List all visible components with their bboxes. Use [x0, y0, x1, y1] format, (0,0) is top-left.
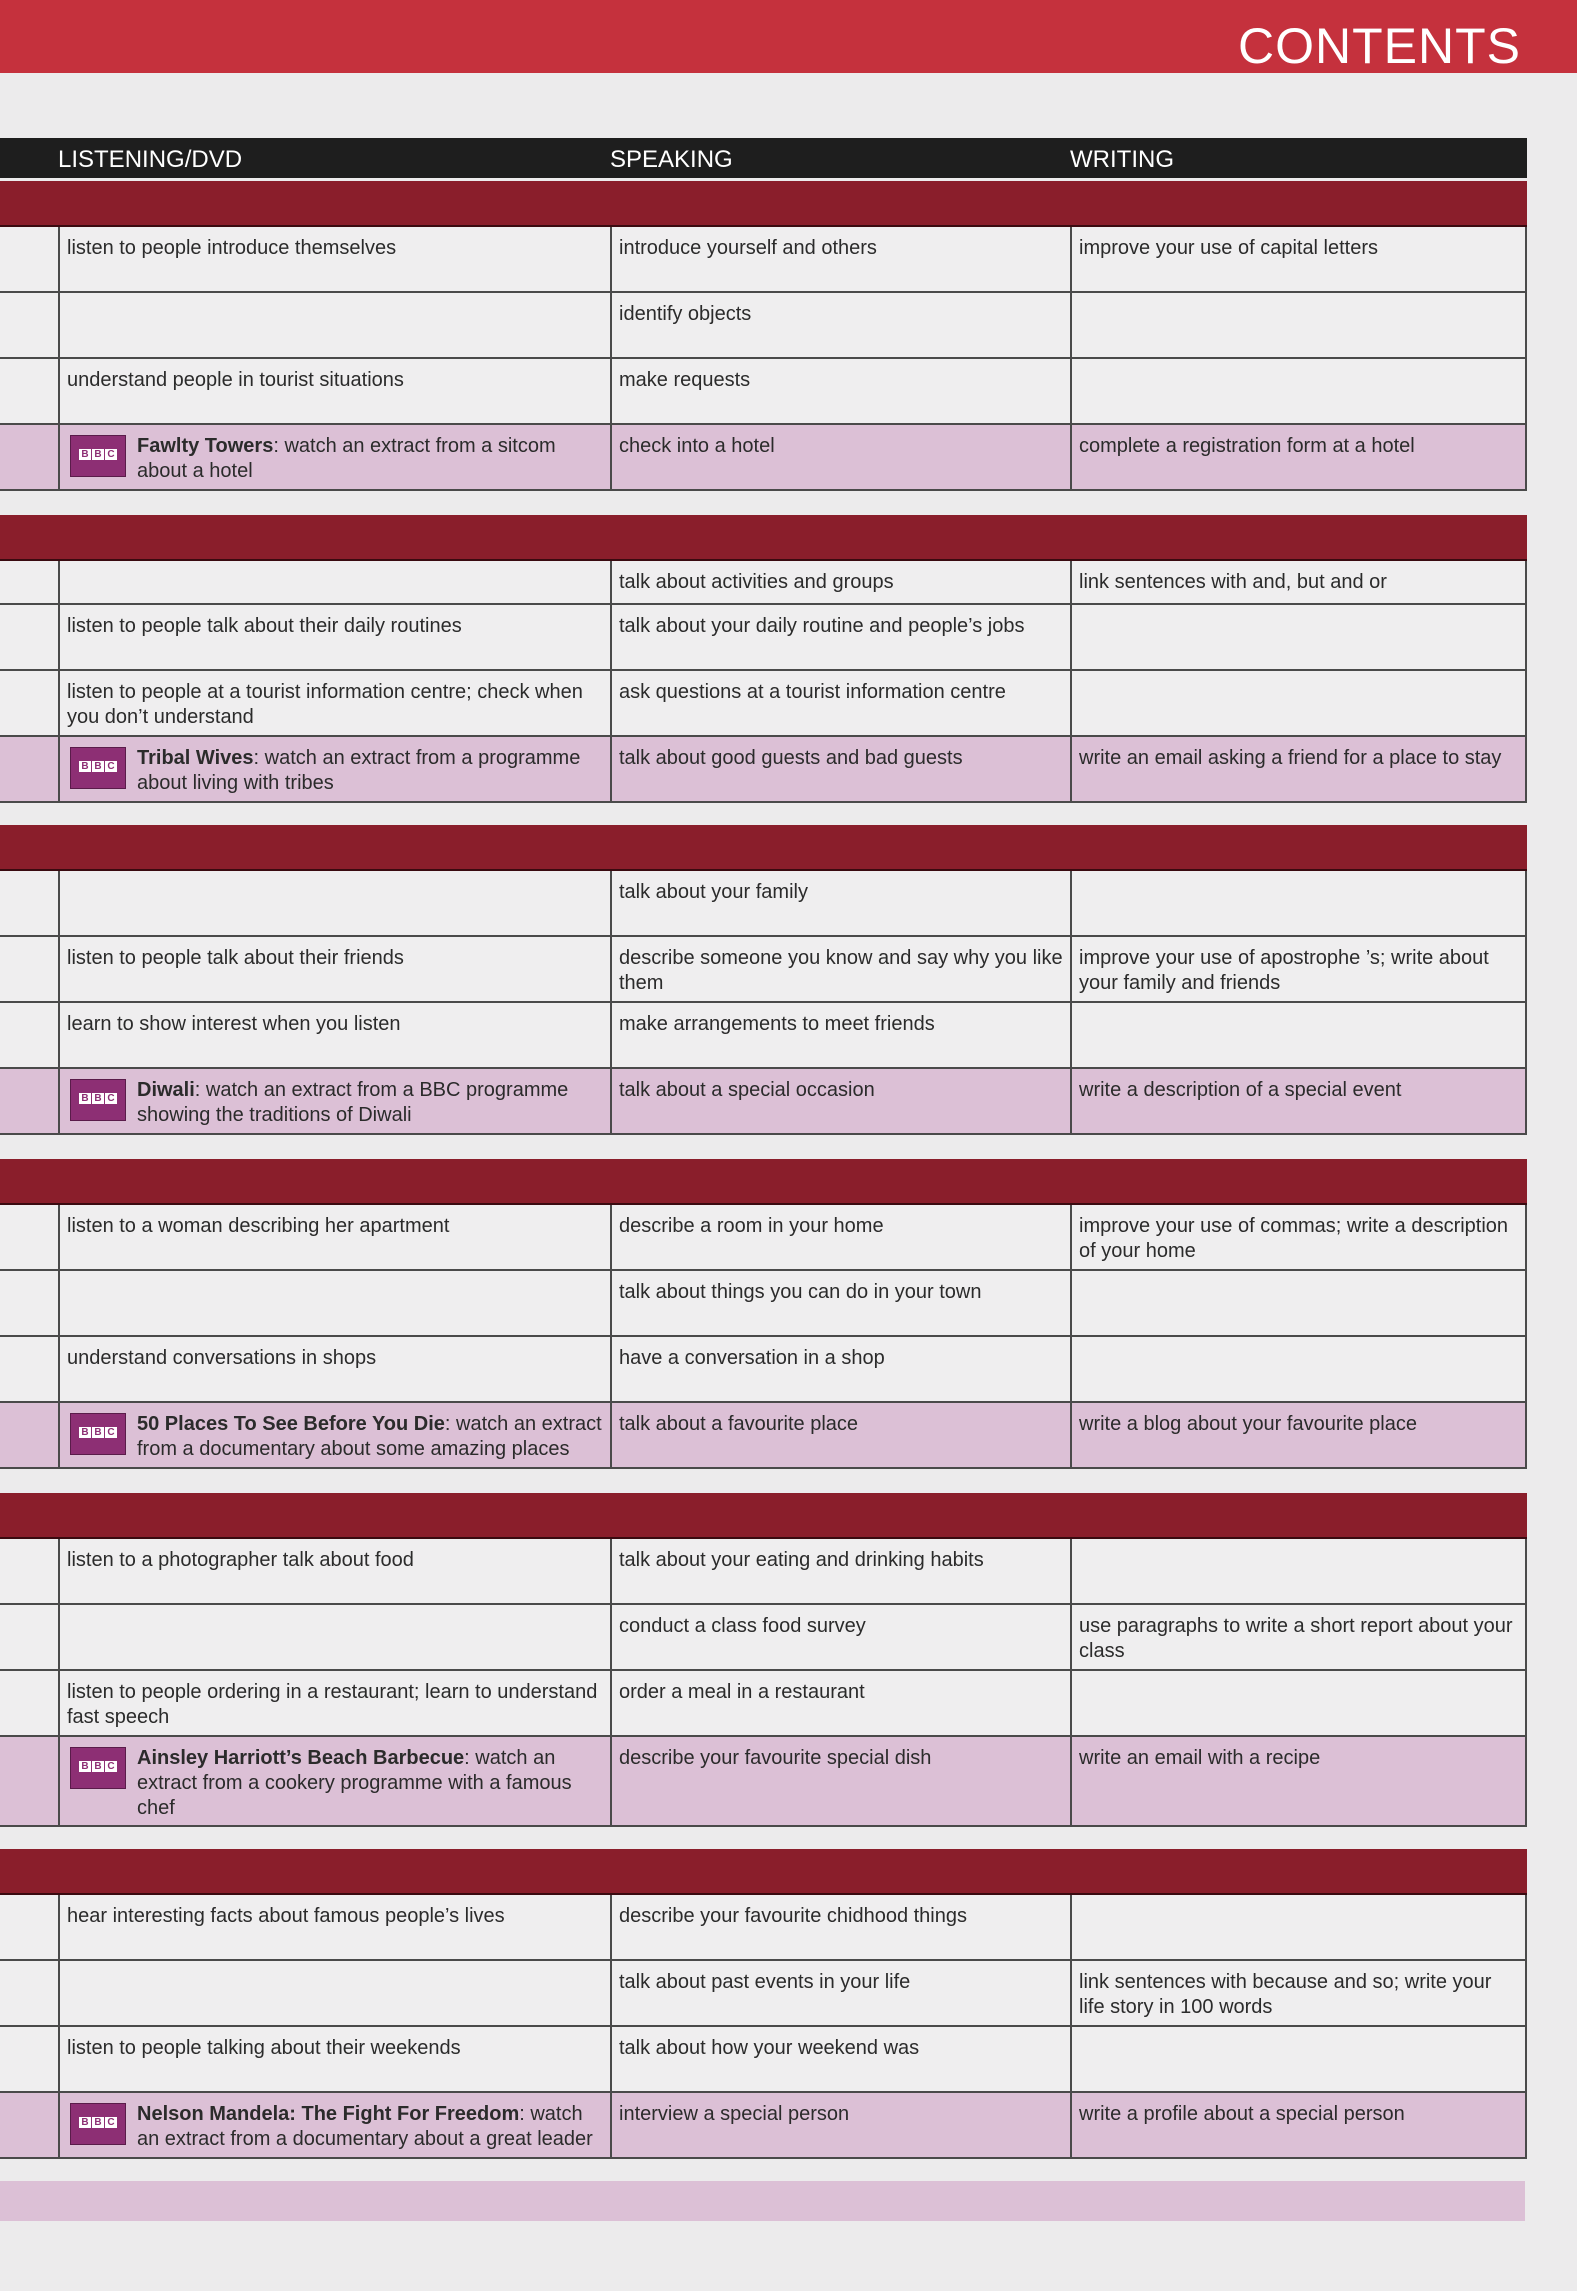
table-row	[0, 293, 1527, 359]
speaking-cell: ask questions at a tourist information centre	[610, 671, 1071, 735]
bbc-logo-letter: B	[92, 761, 104, 772]
writing-cell: improve your use of capital letters	[1070, 227, 1527, 291]
writing-cell	[1070, 605, 1527, 669]
speaking-cell: describe someone you know and say why you like them	[610, 937, 1071, 1001]
writing-cell: write a profile about a special person	[1070, 2093, 1527, 2157]
lesson-cell	[0, 937, 60, 1001]
speaking-cell: describe your favourite special dish	[610, 1737, 1071, 1825]
speaking-cell: interview a special person	[610, 2093, 1071, 2157]
unit-band-5	[0, 1493, 1527, 1539]
bbc-logo-icon	[70, 1747, 126, 1789]
bbc-logo-letter: C	[105, 1427, 117, 1438]
lesson-cell	[0, 605, 60, 669]
listening-cell	[58, 871, 611, 935]
table-row	[0, 1337, 1527, 1403]
lesson-cell	[0, 2027, 60, 2091]
writing-cell	[1070, 671, 1527, 735]
writing-cell: complete a registration form at a hotel	[1070, 425, 1527, 489]
bbc-logo-letter: C	[105, 1761, 117, 1772]
bbc-logo-letter: B	[79, 1761, 91, 1772]
lesson-cell	[0, 359, 60, 423]
listening-cell: listen to people talk about their friends	[58, 937, 611, 1001]
speaking-cell: make requests	[610, 359, 1071, 423]
writing-cell	[1070, 1895, 1527, 1959]
table-row	[0, 605, 1527, 671]
unit-band-1	[0, 181, 1527, 227]
lesson-cell	[0, 671, 60, 735]
listening-cell	[58, 1737, 611, 1825]
lesson-cell	[0, 1895, 60, 1959]
listening-cell	[58, 425, 611, 489]
bbc-logo-icon	[70, 1413, 126, 1455]
writing-cell: improve your use of apostrophe ’s; write about your family and friends	[1070, 937, 1527, 1001]
table-row	[0, 937, 1527, 1003]
table-row	[0, 1671, 1527, 1737]
dvd-summary: : watch an extract from a cookery programme with a famous chef	[137, 1747, 572, 1819]
listening-cell	[58, 737, 611, 801]
writing-cell: link sentences with because and so; write your life story in 100 words	[1070, 1961, 1527, 2025]
lesson-cell	[0, 425, 60, 489]
listening-cell: listen to people ordering in a restaurant; learn to understand fast speech	[58, 1671, 611, 1735]
lesson-cell	[0, 561, 60, 603]
listening-cell: understand conversations in shops	[58, 1337, 611, 1401]
table-row	[0, 1205, 1527, 1271]
speaking-cell: identify objects	[610, 293, 1071, 357]
writing-cell	[1070, 1003, 1527, 1067]
dvd-summary: : watch an extract from a documentary about some amazing places	[137, 1413, 602, 1460]
bbc-logo-icon	[70, 435, 126, 477]
dvd-description	[137, 746, 605, 796]
column-header-writing: WRITING	[1070, 146, 1174, 173]
dvd-title: Tribal Wives	[137, 747, 254, 769]
table-row	[0, 2027, 1527, 2093]
listening-cell	[58, 1403, 611, 1467]
bbc-logo-letter: B	[79, 2117, 91, 2128]
listening-cell: listen to a photographer talk about food	[58, 1539, 611, 1603]
bbc-logo-letter: B	[79, 1427, 91, 1438]
speaking-cell: talk about a favourite place	[610, 1403, 1071, 1467]
listening-cell	[58, 1605, 611, 1669]
dvd-summary: : watch an extract from a BBC programme showing the traditions of Diwali	[137, 1079, 569, 1126]
bbc-logo-letter: C	[105, 449, 117, 460]
bbc-logo-letter: B	[92, 2117, 104, 2128]
table-row	[0, 359, 1527, 425]
dvd-title: Fawlty Towers	[137, 435, 274, 457]
listening-cell	[58, 1271, 611, 1335]
dvd-description	[137, 434, 605, 484]
column-header-speaking: SPEAKING	[610, 146, 733, 173]
table-row	[0, 1895, 1527, 1961]
speaking-cell: talk about past events in your life	[610, 1961, 1071, 2025]
dvd-summary: : watch an extract from a programme about living with tribes	[137, 747, 581, 794]
writing-cell	[1070, 359, 1527, 423]
lesson-cell	[0, 1539, 60, 1603]
unit-band-4	[0, 1159, 1527, 1205]
table-row	[0, 871, 1527, 937]
dvd-title: Ainsley Harriott’s Beach Barbecue	[137, 1747, 465, 1769]
column-header-listening: LISTENING/DVD	[58, 146, 243, 173]
table-row	[0, 227, 1527, 293]
table-row	[0, 671, 1527, 737]
speaking-cell: talk about your daily routine and people’s jobs	[610, 605, 1071, 669]
lesson-cell	[0, 1605, 60, 1669]
lesson-cell	[0, 1271, 60, 1335]
writing-cell: write an email asking a friend for a place to stay	[1070, 737, 1527, 801]
writing-cell: link sentences with and, but and or	[1070, 561, 1527, 603]
lesson-cell	[0, 293, 60, 357]
speaking-cell: talk about how your weekend was	[610, 2027, 1071, 2091]
listening-cell: listen to a woman describing her apartment	[58, 1205, 611, 1269]
speaking-cell: talk about your eating and drinking habits	[610, 1539, 1071, 1603]
bbc-logo-letter: B	[79, 449, 91, 460]
speaking-cell: introduce yourself and others	[610, 227, 1071, 291]
dvd-description	[137, 1078, 605, 1128]
table-row	[0, 1271, 1527, 1337]
lesson-cell	[0, 1403, 60, 1467]
speaking-cell: talk about things you can do in your town	[610, 1271, 1071, 1335]
writing-cell	[1070, 2027, 1527, 2091]
bbc-logo-letter: B	[79, 1093, 91, 1104]
speaking-cell: talk about a special occasion	[610, 1069, 1071, 1133]
listening-cell: listen to people talking about their weekends	[58, 2027, 611, 2091]
speaking-cell: order a meal in a restaurant	[610, 1671, 1071, 1735]
writing-cell: use paragraphs to write a short report about your class	[1070, 1605, 1527, 1669]
speaking-cell: talk about activities and groups	[610, 561, 1071, 603]
bbc-logo-letter: C	[105, 761, 117, 772]
listening-cell: listen to people talk about their daily routines	[58, 605, 611, 669]
dvd-row	[0, 1737, 1527, 1827]
dvd-row	[0, 1069, 1527, 1135]
lesson-cell	[0, 1003, 60, 1067]
writing-cell	[1070, 1337, 1527, 1401]
lesson-cell	[0, 1961, 60, 2025]
dvd-title: Nelson Mandela: The Fight For Freedom	[137, 2103, 520, 2125]
bbc-logo-letter: B	[92, 449, 104, 460]
speaking-cell: talk about your family	[610, 871, 1071, 935]
dvd-description	[137, 1412, 605, 1462]
listening-cell	[58, 1961, 611, 2025]
unit-band-2	[0, 515, 1527, 561]
listening-cell: understand people in tourist situations	[58, 359, 611, 423]
bbc-logo-icon	[70, 747, 126, 789]
dvd-description	[137, 1746, 605, 1821]
listening-cell	[58, 1069, 611, 1133]
bbc-logo-letter: B	[92, 1761, 104, 1772]
bbc-logo-icon	[70, 2103, 126, 2145]
unit-band-3	[0, 825, 1527, 871]
lesson-cell	[0, 1737, 60, 1825]
writing-cell: write a description of a special event	[1070, 1069, 1527, 1133]
speaking-cell: conduct a class food survey	[610, 1605, 1071, 1669]
lesson-cell	[0, 737, 60, 801]
table-row	[0, 1539, 1527, 1605]
unit-band-6	[0, 1849, 1527, 1895]
listening-cell: listen to people introduce themselves	[58, 227, 611, 291]
bbc-logo-letter: B	[92, 1093, 104, 1104]
writing-cell: write an email with a recipe	[1070, 1737, 1527, 1825]
writing-cell	[1070, 293, 1527, 357]
listening-cell: learn to show interest when you listen	[58, 1003, 611, 1067]
dvd-row	[0, 425, 1527, 491]
listening-cell	[58, 293, 611, 357]
writing-cell	[1070, 1671, 1527, 1735]
bbc-logo-letter: C	[105, 2117, 117, 2128]
listening-cell: listen to people at a tourist information centre; check when you don’t understand	[58, 671, 611, 735]
lesson-cell	[0, 227, 60, 291]
lesson-cell	[0, 1205, 60, 1269]
dvd-title: 50 Places To See Before You Die	[137, 1413, 445, 1435]
table-row	[0, 1961, 1527, 2027]
lesson-cell	[0, 871, 60, 935]
table-row	[0, 561, 1527, 605]
writing-cell	[1070, 871, 1527, 935]
bbc-logo-icon	[70, 1079, 126, 1121]
writing-cell: write a blog about your favourite place	[1070, 1403, 1527, 1467]
bbc-logo-letter: B	[79, 761, 91, 772]
dvd-row	[0, 737, 1527, 803]
speaking-cell: have a conversation in a shop	[610, 1337, 1071, 1401]
listening-cell: hear interesting facts about famous people’s lives	[58, 1895, 611, 1959]
dvd-summary: : watch an extract from a documentary about a great leader	[137, 2103, 593, 2150]
dvd-title: Diwali	[137, 1079, 195, 1101]
speaking-cell: describe your favourite chidhood things	[610, 1895, 1071, 1959]
writing-cell	[1070, 1539, 1527, 1603]
speaking-cell: check into a hotel	[610, 425, 1071, 489]
writing-cell: improve your use of commas; write a description of your home	[1070, 1205, 1527, 1269]
listening-cell	[58, 561, 611, 603]
dvd-row	[0, 2093, 1527, 2159]
speaking-cell: describe a room in your home	[610, 1205, 1071, 1269]
writing-cell	[1070, 1271, 1527, 1335]
lesson-cell	[0, 2093, 60, 2157]
lesson-cell	[0, 1337, 60, 1401]
page-title: CONTENTS	[1238, 18, 1521, 74]
speaking-cell: make arrangements to meet friends	[610, 1003, 1071, 1067]
dvd-row	[0, 1403, 1527, 1469]
bbc-logo-letter: B	[92, 1427, 104, 1438]
bbc-logo-letter: C	[105, 1093, 117, 1104]
table-row	[0, 1003, 1527, 1069]
column-header-row	[0, 138, 1527, 178]
dvd-description	[137, 2102, 605, 2152]
listening-cell	[58, 2093, 611, 2157]
dvd-summary: : watch an extract from a sitcom about a hotel	[137, 435, 556, 482]
table-row	[0, 1605, 1527, 1671]
speaking-cell: talk about good guests and bad guests	[610, 737, 1071, 801]
footer-band	[0, 2181, 1525, 2221]
lesson-cell	[0, 1069, 60, 1133]
lesson-cell	[0, 1671, 60, 1735]
